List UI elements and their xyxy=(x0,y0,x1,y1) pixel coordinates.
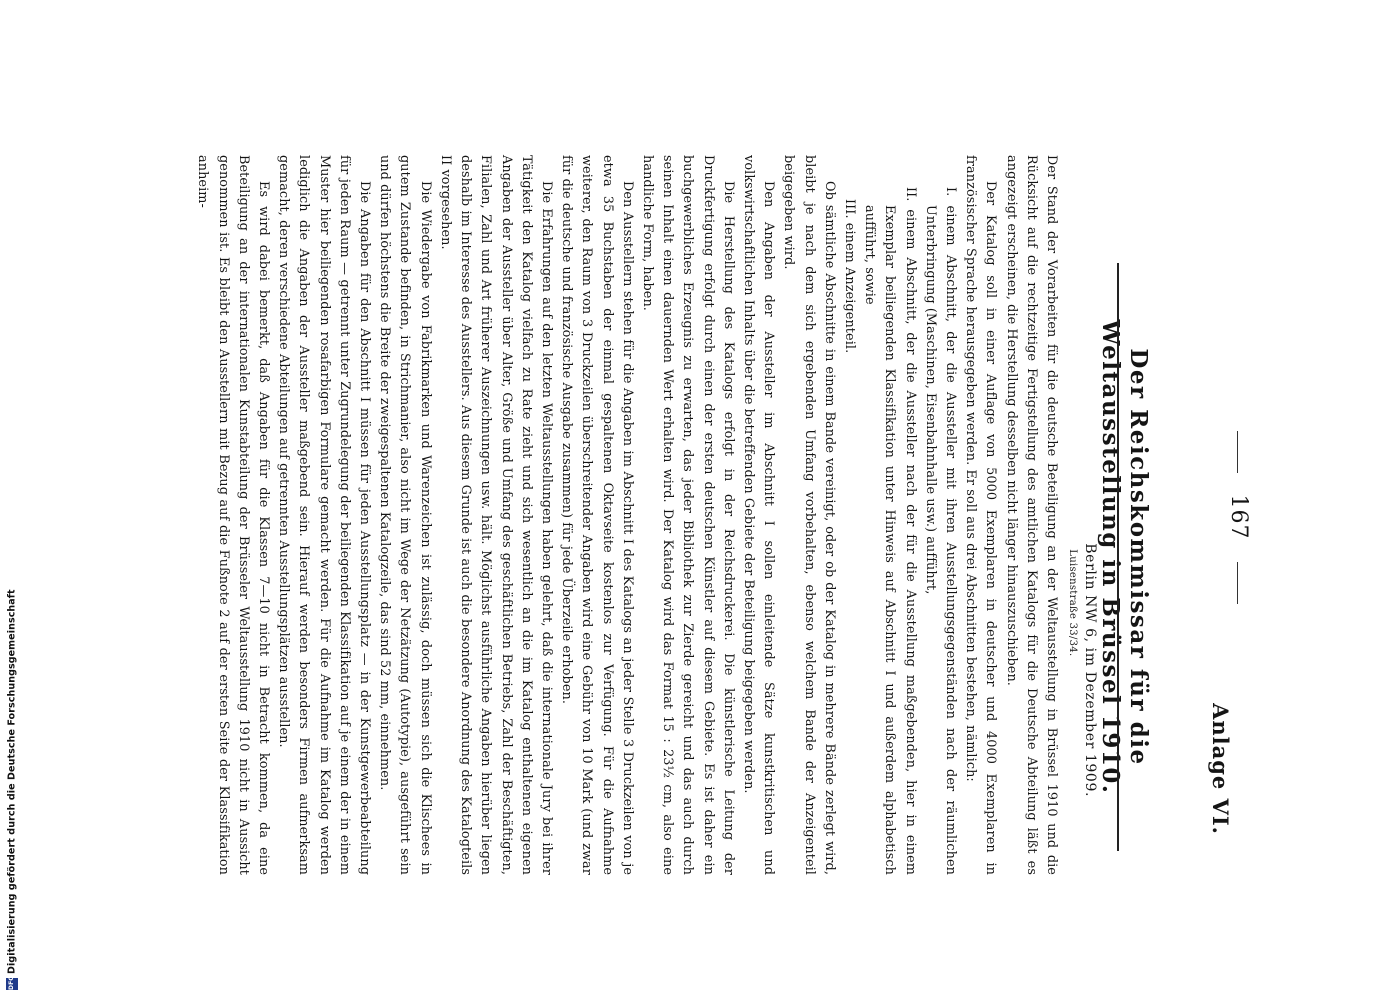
paragraph-forms: Die Angaben für den Abschnitt I müssen für jeden Ausstellungsplatz — in der Kunstgewerbeabteilung für jeden Raum — getrennt unter Zugrundelegung der beiliegenden Klassifikation auf je einem der in einem Muster hier beiliegenden rosafarbigen Formulare gemacht werden. Für die Aufnahme im Katalog werden lediglich die Angaben der Aussteller maßgebend sein. Hierauf werden besonders Firmen aufmerksam gemacht, deren verschiedene Abteilungen auf getrennten Ausstellungsplätzen ausstellen. xyxy=(276,155,373,875)
title-underline xyxy=(1117,263,1119,851)
paragraph-jury: Die Erfahrungen auf den letzten Weltausstellungen haben gelehrt, daß die internationale Jury bei ihrer Tätigkeit den Katalog vielfach zu Rate zieht und sich wesentlich an die im Katalog enthaltenen eigenen Angaben der Aussteller über Alter, Größe und Umfang des geschäftlichen Betriebs, Zahl der Beschäftigten, Filialen, Zahl und Art früherer Auszeichnungen usw. hält. Möglichst ausführliche Angaben hierüber liegen deshalb im Interesse des Ausstellers. Aus diesem Grunde ist auch die besondere Anordnung des Katalogteils II vorgesehen. xyxy=(437,155,554,875)
list-item-section-1: I. einem Abschnitt, der die Aussteller mit ihren Ausstellungsgegenständen nach der räumlichen Unterbringung (Maschinen, Eisenbahnhalle usw.) aufführt, xyxy=(922,187,958,875)
dfg-logo-icon: DFG xyxy=(6,978,18,990)
paragraph-trademarks: Die Wiedergabe von Fabrikmarken und Warenzeichen ist zulässig, doch müssen sich die Klischees in gutem Zustande befinden, in Strichmanier, also nicht im Wege der Netzätzung (Autotypie), ausgeführt sein und dürfen höchstens die Breite der zweigespaltenen Katalogzeile, das sind 52 mm, einnehmen. xyxy=(377,155,433,875)
paragraph-classes: Es wird dabei bemerkt, daß Angaben für die Klassen 7—10 nicht in Betracht kommen, da eine Beteiligung an der internationalen Kunstabteilung der Brüsseler Weltausstellung 1910 nicht in Aussicht genommen ist. Es bleibt den Ausstellern mit Bezug auf die Fußnote 2 auf der ersten Seite der Klassifikation anheim- xyxy=(195,155,272,875)
page-number-rule-left xyxy=(1238,431,1239,473)
paragraph-introductions: Den Angaben der Aussteller im Abschnitt I sollen einleitende Sätze kunstkritischen und volkswirtschaftlichen Inhalts über die betreffenden Gebiete der Beteiligung beigegeben werden. xyxy=(740,155,777,875)
street-address: Luisenstraße 33/34. xyxy=(1067,549,1078,657)
paragraph-catalog-edition: Der Katalog soll in einer Auflage von 5000 Exemplaren in deutscher und 4000 Exemplaren in französischer Sprache herausgegeben werden. Er soll aus drei Abschnitten bestehen, nämlich: xyxy=(963,155,999,875)
digitization-credit xyxy=(6,589,18,990)
place-date-text: Berlin NW 6, im Dezember 1909. xyxy=(1082,543,1098,797)
page-title: Der Reichskommissar für die Weltausstellung in Brüssel 1910. xyxy=(1097,319,1152,795)
paragraph-intro: Der Stand der Vorarbeiten für die deutsche Beteiligung an der Weltausstellung in Brüssel 1910 und die Rücksicht auf die rechtzeitige Fertigstellung des amtlichen Katalogs für die Deutsche Abteilung läßt es angezeigt erscheinen, die Herstellung desselben nicht länger hinauszuschieben. xyxy=(1003,155,1059,875)
list-item-section-2: II. einem Abschnitt, der die Aussteller nach der für die Ausstellung maßgebenden, hier in einem Exemplar beiliegenden Klassifikation unter Hinweis auf Abschnitt I und außerdem alphabetisch aufführt, sowie xyxy=(862,187,918,875)
document-body xyxy=(192,155,1061,875)
rotated-document-page xyxy=(177,27,1257,1007)
page-number xyxy=(1226,27,1251,1007)
paragraph-volumes: Ob sämtliche Abschnitte in einem Bande vereinigt, oder ob der Katalog in mehrere Bände zerlegt wird, bleibt je nach dem sich ergebenden Umfang vorbehalten, ebenso welchem Bande der Anzeigenteil beigegeben wird. xyxy=(781,155,837,875)
paragraph-print-lines: Den Ausstellern stehen für die Angaben im Abschnitt I des Katalogs an jeder Stelle 3 Druckzeilen von je etwa 35 Buchstaben der einmal gespaltenen Oktavseite kostenlos zur Verfügung. Für die Aufnahme weiterer, den Raum von 3 Druckzeilen überschreitender Angaben wird eine Gebühr von 10 Mark (und zwar für die deutsche und französische Ausgabe zusammen) für jede Überzeile erhoben. xyxy=(559,155,635,875)
digitization-credit-text: Digitalisierung gefördert durch die Deutsche Forschungsgemeinschaft xyxy=(6,589,18,974)
annex-label: Anlage VI. xyxy=(1208,703,1233,835)
page-number-text: 167 xyxy=(1226,494,1251,540)
place-date xyxy=(1063,543,1099,797)
list-item-section-3: III. einem Anzeigenteil. xyxy=(841,199,857,354)
paragraph-production: Die Herstellung des Katalogs erfolgt in der Reichsdruckerei. Die künstlerische Leitung der Druckfertigung erfolgt durch einen der ersten deutschen Künstler auf diesem Gebiete. Es ist daher ein buchgewerbliches Erzeugnis zu erwarten, das jeder Bibliothek zur Zierde gereicht und das auch durch seinen Inhalt einen dauernden Wert erhalten wird. Der Katalog wird das Format 15 : 23½ cm, also eine handliche Form, haben. xyxy=(639,155,736,875)
page-number-rule-right xyxy=(1238,562,1239,604)
